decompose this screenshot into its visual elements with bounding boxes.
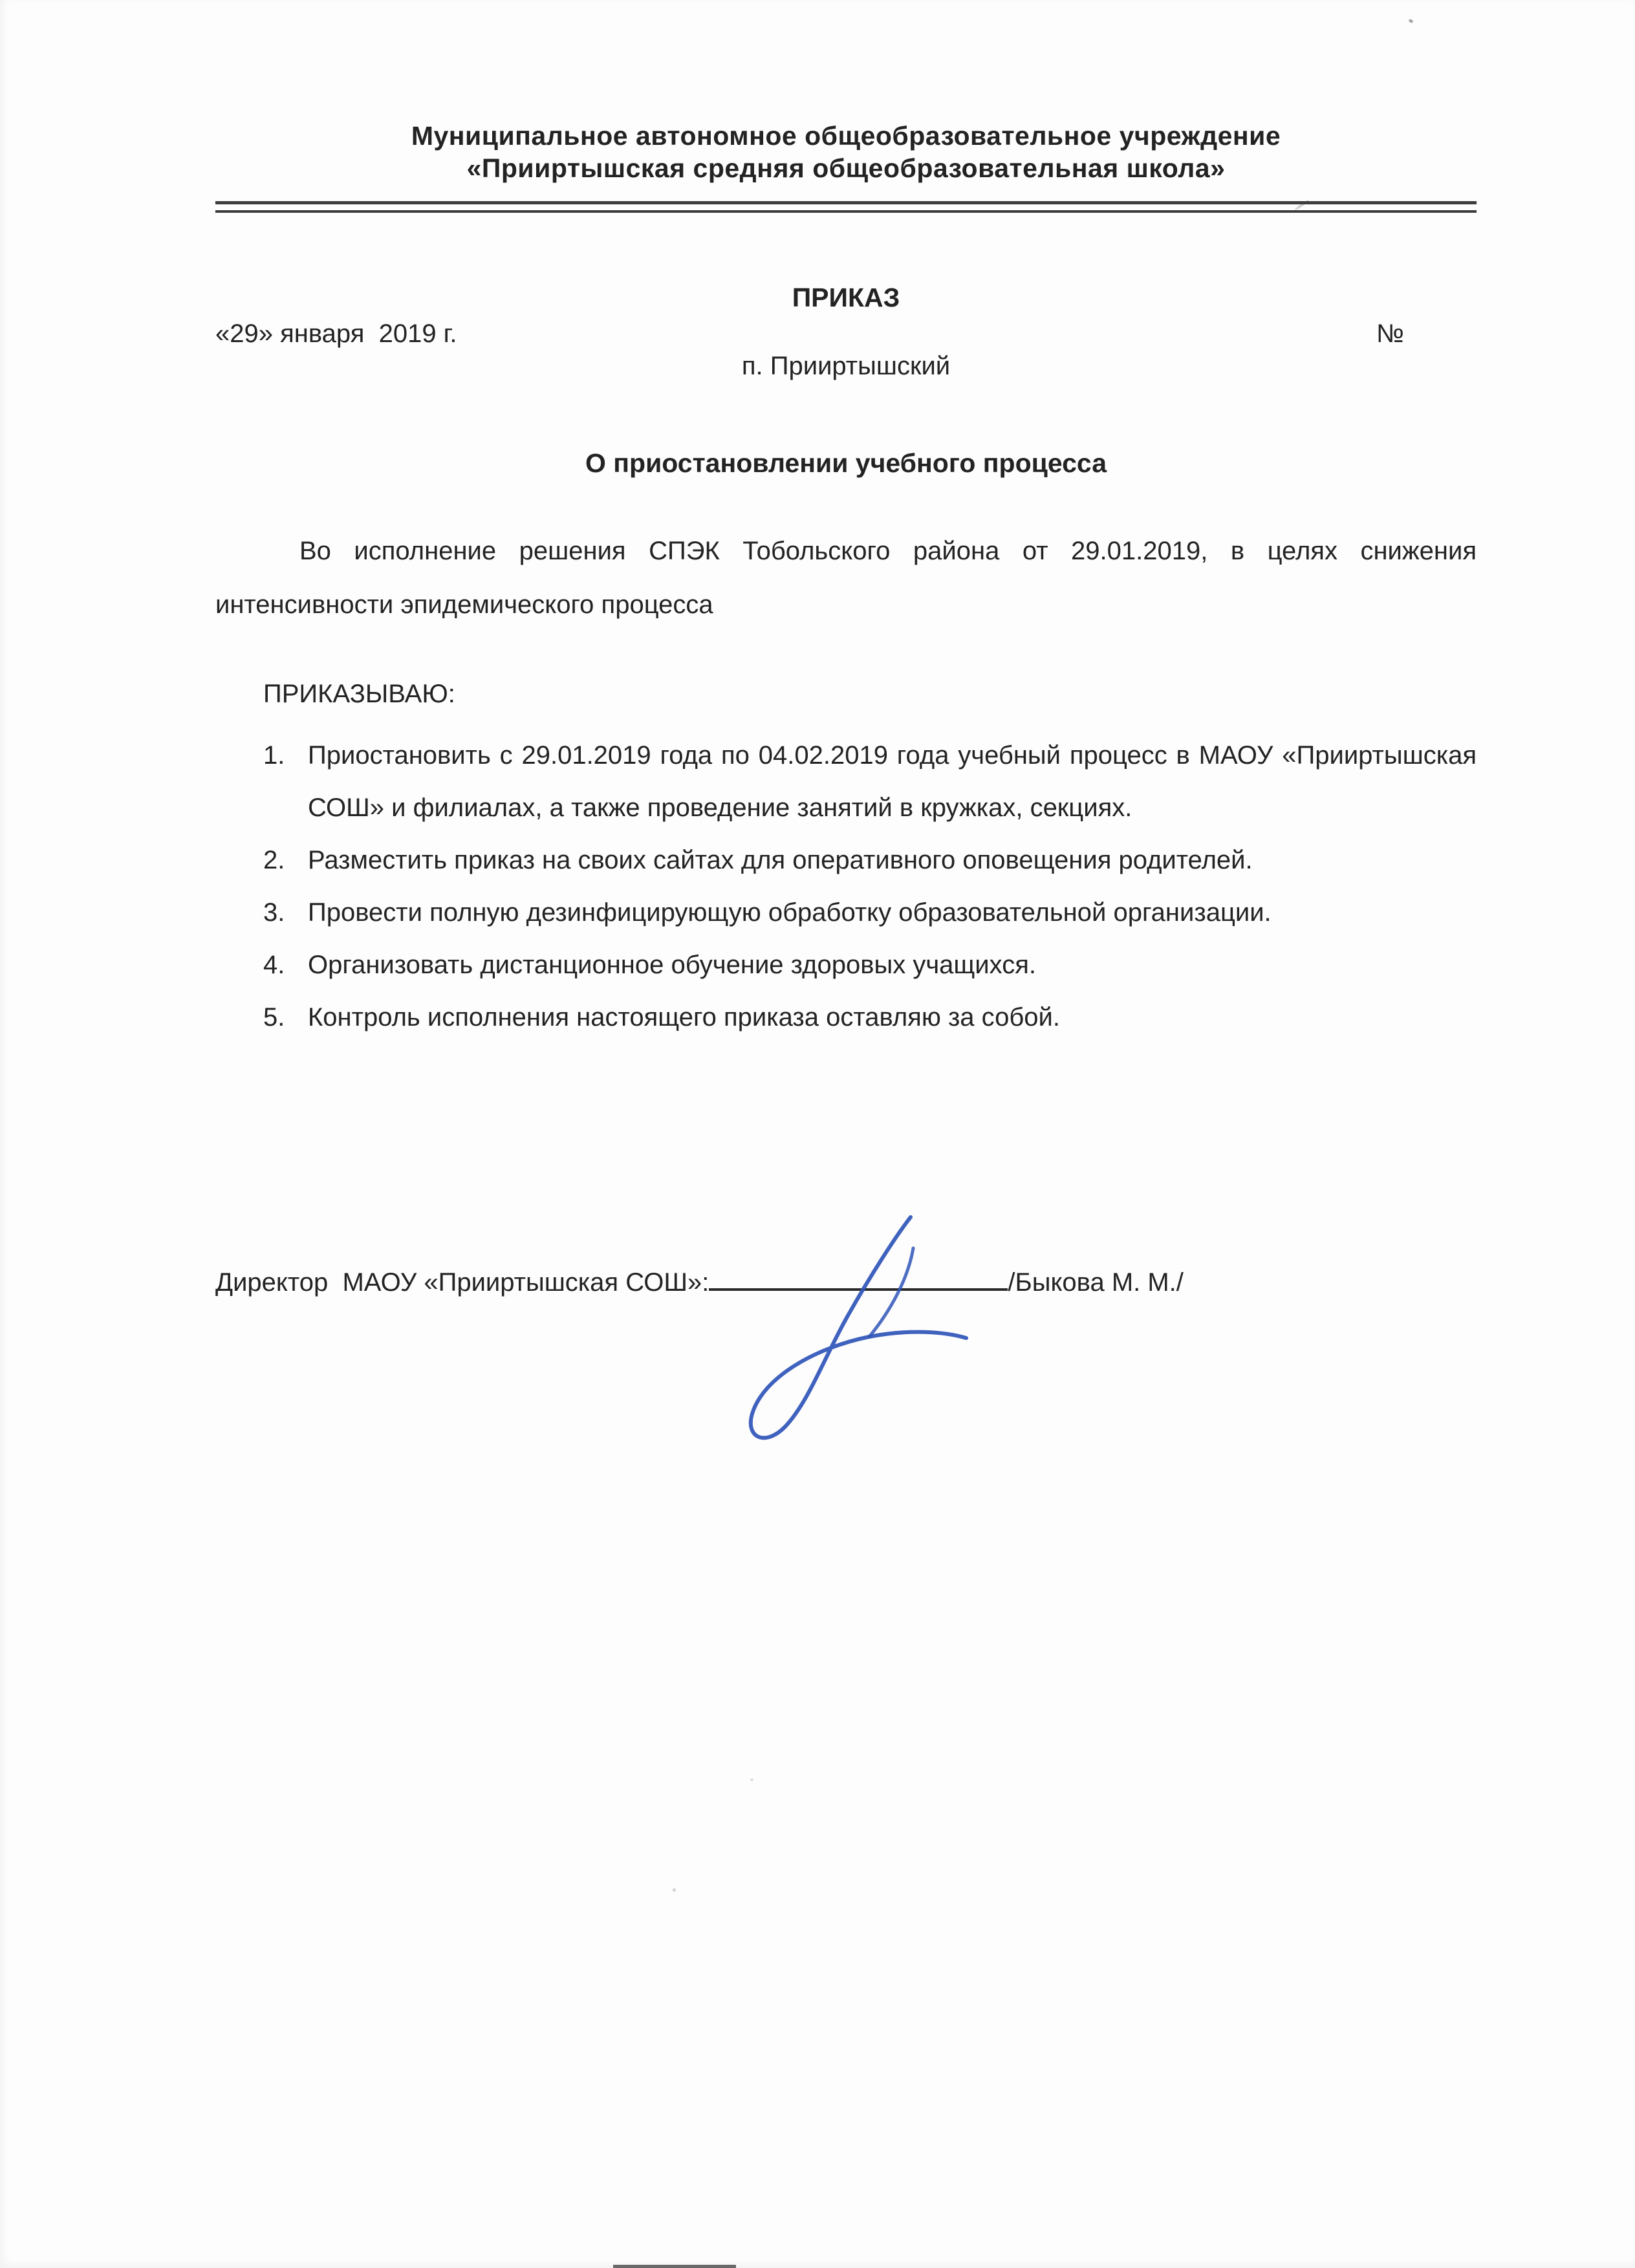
order-items-list (215, 729, 1477, 1044)
document-place: п. Прииртышский (741, 352, 951, 380)
order-item-5: Контроль исполнения настоящего приказа оставляю за собой. (308, 1003, 1060, 1031)
signature-name: /Быкова М. М./ (1008, 1268, 1184, 1297)
document-title: ПРИКАЗ (792, 283, 900, 312)
signature-prefix: Директор МАОУ «Прииртышская СОШ»: (215, 1268, 709, 1297)
order-item-3: Провести полную дезинфицирующую обработку образовательной организации. (308, 898, 1272, 927)
preamble-paragraph: Во исполнение решения СПЭК Тобольского района от 29.01.2019, в целях снижения интенсивности эпидемического процесса (215, 537, 1477, 619)
resolution-word: ПРИКАЗЫВАЮ: (263, 680, 455, 708)
organization-name-line2: «Прииртышская средняя общеобразовательная школа» (466, 153, 1226, 183)
order-item-1: Приостановить с 29.01.2019 года по 04.02.2019 года учебный процесс в МАОУ «Прииртышская СОШ» и филиалах, а также проведение занятий в кружках, секциях. (308, 741, 1477, 822)
document-subject: О приостановлении учебного процесса (585, 448, 1107, 478)
scan-speck (673, 1888, 676, 1892)
header-double-rule (215, 201, 1477, 213)
organization-header (215, 120, 1477, 184)
document-date: «29» января 2019 г. (215, 319, 457, 348)
scan-edge-artifact (613, 2265, 736, 2268)
signature-row (215, 1260, 1477, 1299)
date-number-row (215, 318, 1477, 350)
document-number-label: № (1376, 319, 1404, 348)
scan-speck (750, 1778, 753, 1781)
organization-name-line1: Муниципальное автономное общеобразовательное учреждение (411, 121, 1281, 151)
order-item-4: Организовать дистанционное обучение здоровых учащихся. (308, 951, 1036, 979)
order-item-2: Разместить приказ на своих сайтах для оперативного оповещения родителей. (308, 846, 1253, 874)
signature-line (709, 1260, 1008, 1291)
